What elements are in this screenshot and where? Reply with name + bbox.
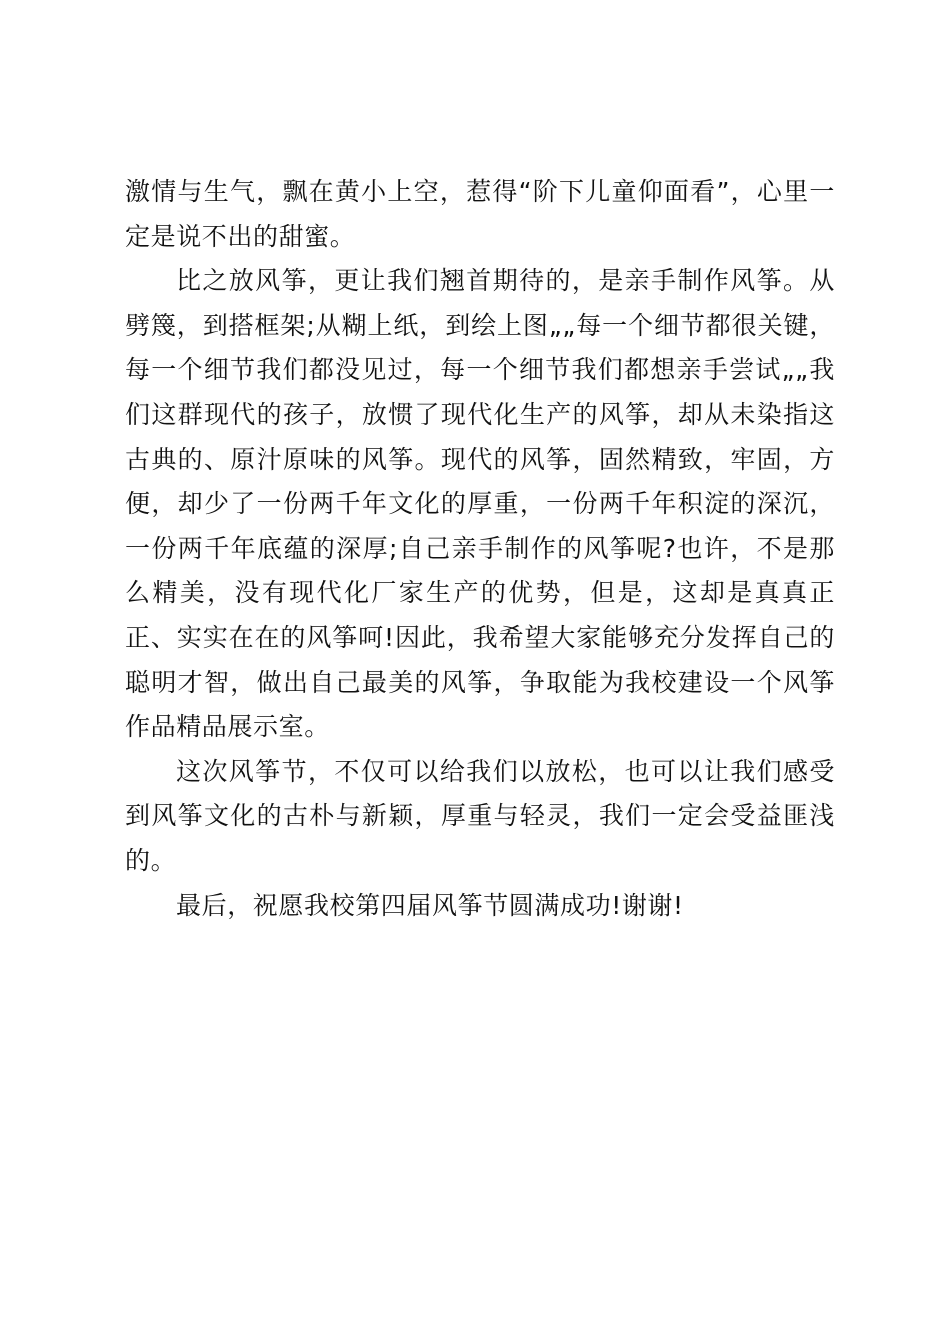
paragraph-1: 激情与生气，飘在黄小上空，惹得“阶下儿童仰面看”，心里一定是说不出的甜蜜。: [125, 177, 835, 251]
paragraph-4: 最后，祝愿我校第四届风筝节圆满成功!谢谢!: [176, 890, 684, 920]
body-text: [125, 170, 835, 928]
paragraph-3: 这次风筝节，不仅可以给我们以放松，也可以让我们感受到风筝文化的古朴与新颖，厚重与轻灵，我们一定会受益匪浅的。: [125, 756, 835, 875]
paragraph-2: 比之放风筝，更让我们翘首期待的，是亲手制作风筝。从劈篾，到搭框架;从糊上纸，到绘上图„„每一个细节都很关键，每一个细节我们都没见过，每一个细节我们都想亲手尝试„„我们这群现代的孩子，放惯了现代化生产的风筝，却从未染指这古典的、原汁原味的风筝。现代的风筝，固然精致，牢固，方便，却少了一份两千年文化的厚重，一份两千年积淀的深沉，一份两千年底蕴的深厚;自己亲手制作的风筝呢?也许，不是那么精美，没有现代化厂家生产的优势，但是，这却是真真正正、实实在在的风筝呵!因此，我希望大家能够充分发挥自己的聪明才智，做出自己最美的风筝，争取能为我校建设一个风筝作品精品展示室。: [125, 266, 835, 742]
